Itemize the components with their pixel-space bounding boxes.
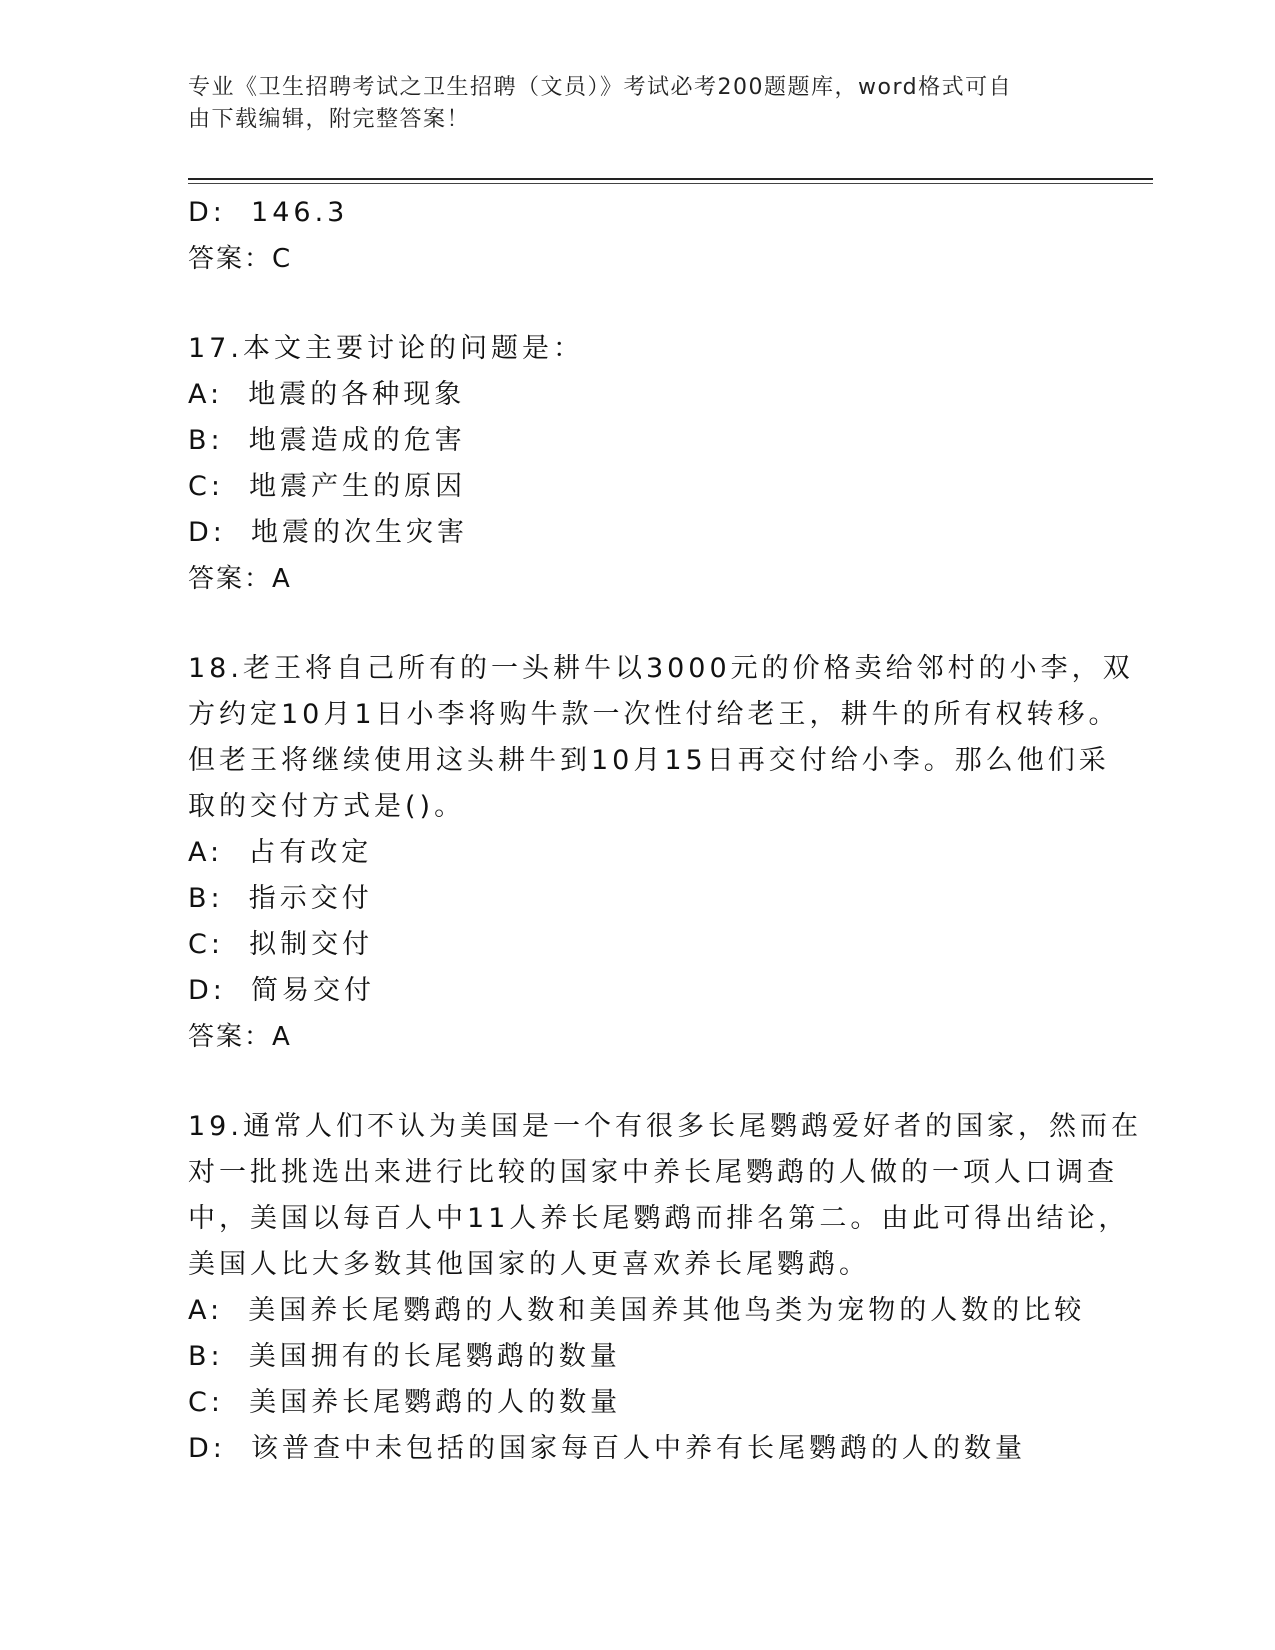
question-stem-line-4: 取的交付方式是()。 bbox=[188, 791, 466, 822]
option-c: C: 地震产生的原因 bbox=[188, 471, 467, 502]
header-divider-thick bbox=[188, 178, 1153, 180]
question-stem-line-3: 但老王将继续使用这头耕牛到10月15日再交付给小李。那么他们采 bbox=[188, 745, 1110, 776]
option-a: A: 美国养长尾鹦鹉的人数和美国养其他鸟类为宠物的人数的比较 bbox=[188, 1295, 1086, 1326]
option-a: A: 地震的各种现象 bbox=[188, 379, 466, 410]
document-header bbox=[188, 72, 1068, 136]
option-d: D: 该普查中未包括的国家每百人中养有长尾鹦鹉的人的数量 bbox=[188, 1433, 1027, 1464]
question-17 bbox=[188, 326, 1088, 602]
answer: 答案：C bbox=[188, 244, 293, 274]
option-c: C: 美国养长尾鹦鹉的人的数量 bbox=[188, 1387, 622, 1418]
header-divider-thin bbox=[188, 183, 1153, 184]
header-line-1: 专业《卫生招聘考试之卫生招聘（文员）》考试必考200题题库，word格式可自 bbox=[188, 75, 1013, 100]
question-stem-line-2: 方约定10月1日小李将购牛款一次性付给老王，耕牛的所有权转移。 bbox=[188, 699, 1120, 730]
option-a: A: 占有改定 bbox=[188, 837, 373, 868]
question-stem-line-1: 18.老王将自己所有的一头耕牛以3000元的价格卖给邻村的小李，双 bbox=[188, 653, 1134, 684]
option-d: D: 146.3 bbox=[188, 197, 349, 228]
option-c: C: 拟制交付 bbox=[188, 929, 374, 960]
option-b: B: 指示交付 bbox=[188, 883, 373, 914]
answer: 答案：A bbox=[188, 1022, 292, 1052]
document-body bbox=[188, 190, 1142, 1472]
question-stem: 17.本文主要讨论的问题是： bbox=[188, 333, 584, 364]
answer: 答案：A bbox=[188, 564, 292, 594]
question-stem-line-3: 中，美国以每百人中11人养长尾鹦鹉而排名第二。由此可得出结论， bbox=[188, 1203, 1130, 1234]
question-16-tail bbox=[188, 190, 1088, 282]
question-stem-line-2: 对一批挑选出来进行比较的国家中养长尾鹦鹉的人做的一项人口调查 bbox=[188, 1157, 1118, 1188]
option-b: B: 美国拥有的长尾鹦鹉的数量 bbox=[188, 1341, 621, 1372]
question-stem-line-4: 美国人比大多数其他国家的人更喜欢养长尾鹦鹉。 bbox=[188, 1249, 870, 1280]
question-stem-line-1: 19.通常人们不认为美国是一个有很多长尾鹦鹉爱好者的国家，然而在 bbox=[188, 1111, 1142, 1142]
question-19 bbox=[188, 1104, 1142, 1472]
option-d: D: 地震的次生灾害 bbox=[188, 517, 469, 548]
header-line-2: 由下载编辑，附完整答案！ bbox=[188, 107, 471, 132]
option-b: B: 地震造成的危害 bbox=[188, 425, 466, 456]
option-d: D: 简易交付 bbox=[188, 975, 376, 1006]
question-18 bbox=[188, 646, 1134, 1060]
